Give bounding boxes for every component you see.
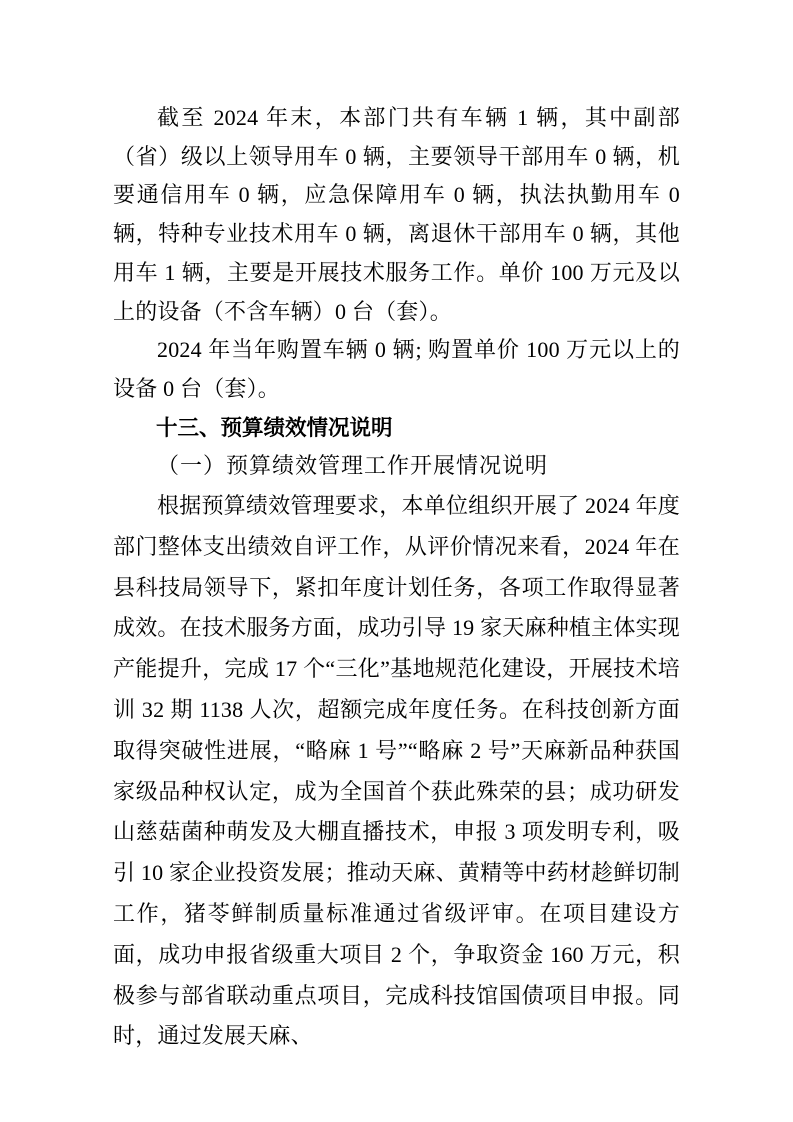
paragraph-vehicle-purchase: 2024 年当年购置车辆 0 辆; 购置单价 100 万元以上的设备 0 台（套）。 — [113, 337, 680, 401]
subsection-heading: （一）预算绩效管理工作开展情况说明 — [157, 453, 549, 479]
section-heading: 十三、预算绩效情况说明 — [156, 415, 393, 440]
paragraph-vehicle-summary: 截至 2024 年末，本部门共有车辆 1 辆，其中副部（省）级以上领导用车 0 辆，主要领导干部用车 0 辆，机要通信用车 0 辆，应急保障用车 0 辆，执法执勤用车 0 辆，特种专业技术用车 0 辆，离退休干部用车 0 辆，其他用车 1 辆，主要是开展技术服务工作。单价 100 万元及以上的设备（不含车辆）0 台（套）。 — [113, 105, 680, 324]
paragraph-performance-evaluation: 根据预算绩效管理要求，本单位组织开展了 2024 年度部门整体支出绩效自评工作，从评价情况来看，2024 年在县科技局领导下，紧扣年度计划任务，各项工作取得显著成效。在技术服务方面，成功引导 19 家天麻种植主体实现产能提升，完成 17 个“三化”基地规范化建设，开展技术培训 32 期 1138 人次，超额完成年度任务。在科技创新方面取得突破性进展，“略麻 1 号”“略麻 2 号”天麻新品种获国家级品种权认定，成为全国首个获此殊荣的县；成功研发山慈菇菌种萌发及大棚直播技术，申报 3 项发明专利，吸引 10 家企业投资发展；推动天麻、黄精等中药材趁鲜切制工作，猪苓鲜制质量标准通过省级评审。在项目建设方面，成功申报省级重大项目 2 个，争取资金 160 万元，积极参与部省联动重点项目，完成科技馆国债项目申报。同时，通过发展天麻、 — [113, 493, 680, 1049]
